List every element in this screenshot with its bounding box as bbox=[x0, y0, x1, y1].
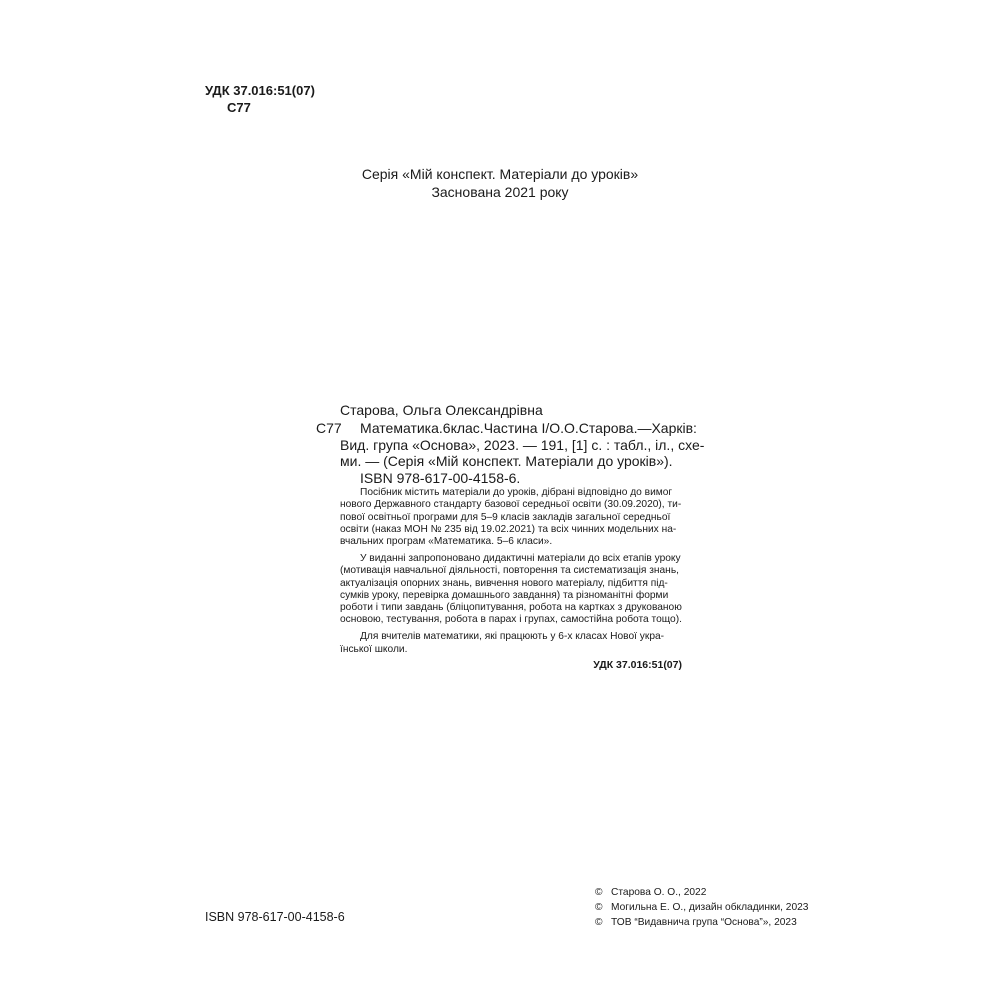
copyright-icon: © bbox=[595, 917, 603, 928]
copyright-icon: © bbox=[595, 887, 603, 898]
annotation-paragraph-2 bbox=[340, 553, 682, 627]
isbn-footer: ISBN 978-617-00-4158-6 bbox=[205, 910, 345, 924]
author-name: Старова, Ольга Олександрівна bbox=[340, 402, 543, 418]
annotation-line: нового Державного стандарту базової середньої освіти (30.09.2020), ти- bbox=[340, 499, 682, 511]
copyright-line bbox=[595, 900, 808, 915]
annotation-line: Для вчителів математики, які працюють у 6-х класах Нової укра- bbox=[360, 631, 665, 643]
biblio-line: ми. — (Серія «Мій конспект. Матеріали до уроків»). bbox=[340, 453, 673, 469]
annotation bbox=[340, 487, 682, 671]
catalog-mark: С77 bbox=[227, 100, 251, 115]
copyright-line bbox=[595, 885, 808, 900]
copyright-line bbox=[595, 915, 808, 930]
annotation-line: вчальних програм «Математика. 5–6 класи». bbox=[340, 536, 553, 548]
annotation-paragraph-3 bbox=[340, 631, 682, 656]
series-info bbox=[0, 165, 1000, 201]
copyright-text: Старова О. О., 2022 bbox=[611, 887, 707, 898]
annotation-line: (мотивація навчальної діяльності, повторення та систематизація знань, bbox=[340, 565, 679, 577]
annotation-line: основою, тестування, робота в парах і групах, самостійна робота тощо). bbox=[340, 614, 682, 626]
udk-code: УДК 37.016:51(07) bbox=[205, 83, 315, 98]
annotation-line: роботи і типи завдань (бліцопитування, робота на картках з друкованою bbox=[340, 602, 682, 614]
annotation-line: освіти (наказ МОН № 235 від 19.02.2021) та всіх чинних модельних на- bbox=[340, 523, 677, 535]
annotation-line: Посібник містить матеріали до уроків, дібрані відповідно до вимог bbox=[360, 487, 673, 498]
copyright-text: Могильна Е. О., дизайн обкладинки, 2023 bbox=[611, 902, 809, 913]
annotation-line: сумків уроку, перевірка домашнього завдання) та різноманітні форми bbox=[340, 589, 669, 601]
copyright-text: ТОВ “Видавнича група “Основа”», 2023 bbox=[611, 917, 797, 928]
annotation-line: їнської школи. bbox=[340, 643, 408, 655]
annotation-line: У виданні запропоновано дидактичні матеріали до всіх етапів уроку bbox=[360, 552, 681, 564]
biblio-isbn: ISBN 978-617-00-4158-6. bbox=[360, 469, 521, 486]
bibliography-catalog-mark: С77 bbox=[316, 420, 342, 436]
annotation-line: пової освітньої програми для 5–9 класів закладів загальної середньої bbox=[340, 511, 671, 523]
series-founded: Заснована 2021 року bbox=[431, 184, 569, 200]
copyright-block bbox=[595, 885, 808, 930]
annotation-line: актуалізація опорних знань, вивчення нового матеріалу, підбиття під- bbox=[340, 577, 668, 589]
series-title: Серія «Мій конспект. Матеріали до уроків» bbox=[361, 166, 639, 182]
biblio-line: Математика.6клас.Частина I/О.О.Старова.—Харків: bbox=[360, 420, 697, 436]
annotation-udk-code: УДК 37.016:51(07) bbox=[593, 658, 682, 671]
copyright-icon: © bbox=[595, 902, 603, 913]
annotation-paragraph-1 bbox=[340, 487, 682, 548]
udk-header bbox=[205, 82, 315, 116]
biblio-line: Вид. група «Основа», 2023. — 191, [1] с. : табл., іл., схе- bbox=[340, 436, 705, 453]
bibliographic-description bbox=[340, 420, 705, 486]
